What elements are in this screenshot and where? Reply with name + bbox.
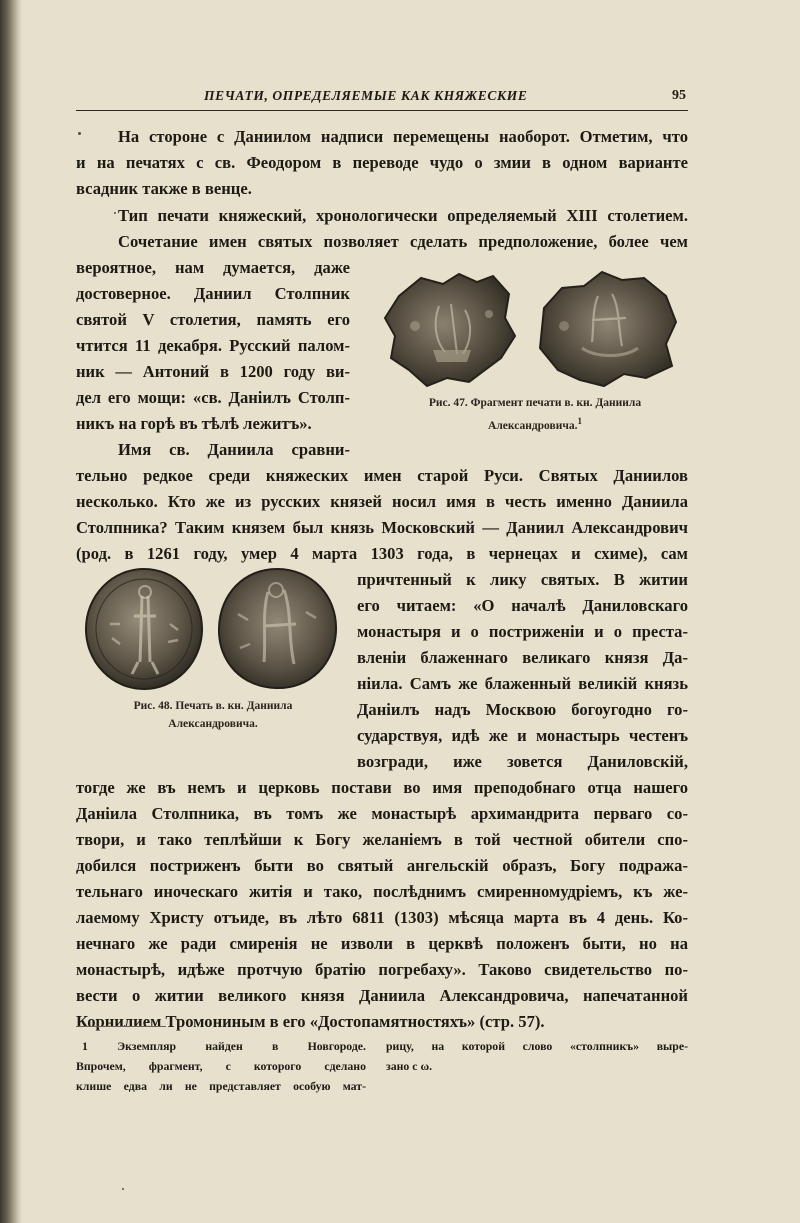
page-number: 95 <box>672 88 686 103</box>
ink-speck <box>122 1188 124 1190</box>
body-line: твори, и тако теплѣйши к Богу желаніемъ в той честной обители спо- <box>76 830 688 849</box>
body-line: нечнаго же ради смиренія не изволи в церквѣ положенъ быти, но на <box>76 934 688 953</box>
seal-fragment-obverse-image <box>381 266 521 390</box>
body-line: тогде же въ немъ и церковь постави во имя преподобнаго отца нашего <box>76 778 688 797</box>
body-line: ник — Антоний в 1200 году ви- <box>76 362 350 381</box>
figure-47-caption <box>381 394 689 435</box>
caption-line: Александровича.$^1$ <box>488 416 582 432</box>
footnote-line: рицу, на которой слово «столпникъ» выре- <box>386 1039 688 1053</box>
seal-obverse-image <box>82 566 206 692</box>
body-line: его читаем: «О началѣ Даниловскаго <box>357 596 688 615</box>
footnote-line: клише едва ли не представляет особую мат- <box>76 1079 366 1093</box>
body-line: дел его мощи: «св. Даніилъ Столп- <box>76 388 350 407</box>
body-line: причтенный к лику святых. В житии <box>357 570 688 589</box>
body-line: вленіи блаженнаго великаго князя Да- <box>357 648 688 667</box>
body-line: сударствуя, идѣ же и монастырь честенъ <box>357 726 688 745</box>
body-line: чтится 11 декабря. Русский палом- <box>76 336 350 355</box>
body-line: тельно редкое среди княжеских имен старой Руси. Святых Даниилов <box>76 466 688 485</box>
body-line: и на печатях с св. Феодором в переводе чудо о змии в одном варианте <box>76 153 688 172</box>
body-line: Имя св. Даниила сравни- <box>118 440 350 459</box>
seal-fragment-reverse-image <box>534 266 682 390</box>
caption-line: Рис. 48. Печать в. кн. Даниила <box>133 700 293 712</box>
body-line: Даніилъ надъ Москвою богоугодно го- <box>357 700 688 719</box>
body-line: монастыря и о постриженіи и о преста- <box>357 622 688 641</box>
footnote-line: Впрочем, фрагмент, с которого сделано <box>76 1059 366 1073</box>
body-line: несколько. Кто же из русских князей носил имя в честь именно Даниила <box>76 492 688 511</box>
body-line: никъ на горѣ въ тѣлѣ лежитъ». <box>76 414 312 433</box>
page-binding-edge <box>0 0 22 1223</box>
body-line: тельнаго иноческаго житія и тако, послѣднимъ смиренномудріемъ, къ же- <box>76 882 688 901</box>
body-line: (род. в 1261 году, умер 4 марта 1303 года, в чернецах и схиме), сам <box>76 544 688 563</box>
body-line: Сочетание имен святых позволяет сделать предположение, более чем <box>118 232 688 251</box>
body-line: возгради, иже зовется Даниловскій, <box>357 752 688 771</box>
caption-line: Рис. 47. Фрагмент печати в. кн. Даниила <box>428 397 642 409</box>
body-line: Корнилием Тромониным в его «Достопамятностяхъ» (стр. 57). <box>76 1012 545 1031</box>
footnote-reference: 1 <box>577 416 582 426</box>
ink-speck <box>78 132 81 135</box>
caption-line: Александровича. <box>168 718 258 730</box>
body-line: Столпника? Таким князем был князь Московский — Даниил Александрович <box>76 518 688 537</box>
figure-48-caption <box>82 697 344 733</box>
seal-reverse-image <box>214 566 340 692</box>
body-line: добился постриженъ быти во святый ангельскій образъ, Богу подража- <box>76 856 688 875</box>
body-line: Даніила Столпника, въ томъ же монастырѣ архимандрита перваго со- <box>76 804 688 823</box>
ink-speck <box>114 212 116 214</box>
body-line: лаемому Христу отъиде, въ лѣто 6811 (1303) мѣсяца марта въ 4 день. Ко- <box>76 908 688 927</box>
body-line: ніила. Самъ же блаженный великій князь <box>357 674 688 693</box>
body-line: Тип печати княжеский, хронологически определяемый XIII столетием. <box>118 206 688 225</box>
page-header <box>76 84 688 111</box>
body-line: вероятное, нам думается, даже <box>76 258 350 277</box>
footnote-line: зано с ω. <box>386 1059 433 1073</box>
footnote-line: 1 Экземпляр найден в Новгороде. <box>82 1039 366 1053</box>
footnote-rule <box>76 1026 166 1027</box>
running-head: ПЕЧАТИ, ОПРЕДЕЛЯЕМЫЕ КАК КНЯЖЕСКИЕ <box>204 88 528 103</box>
body-line: святой V столетия, память его <box>76 310 350 329</box>
body-line: всадник также в венце. <box>76 179 252 198</box>
body-line: достоверное. Даниил Столпник <box>76 284 350 303</box>
body-line: вести о житии великого князя Даниила Александровича, напечатанной <box>76 986 688 1005</box>
body-line: На стороне с Даниилом надписи перемещены наоборот. Отметим, что <box>118 127 688 146</box>
body-line: монастырѣ, идѣже протчую братію погребаху». Таково свидетельство по- <box>76 960 688 979</box>
